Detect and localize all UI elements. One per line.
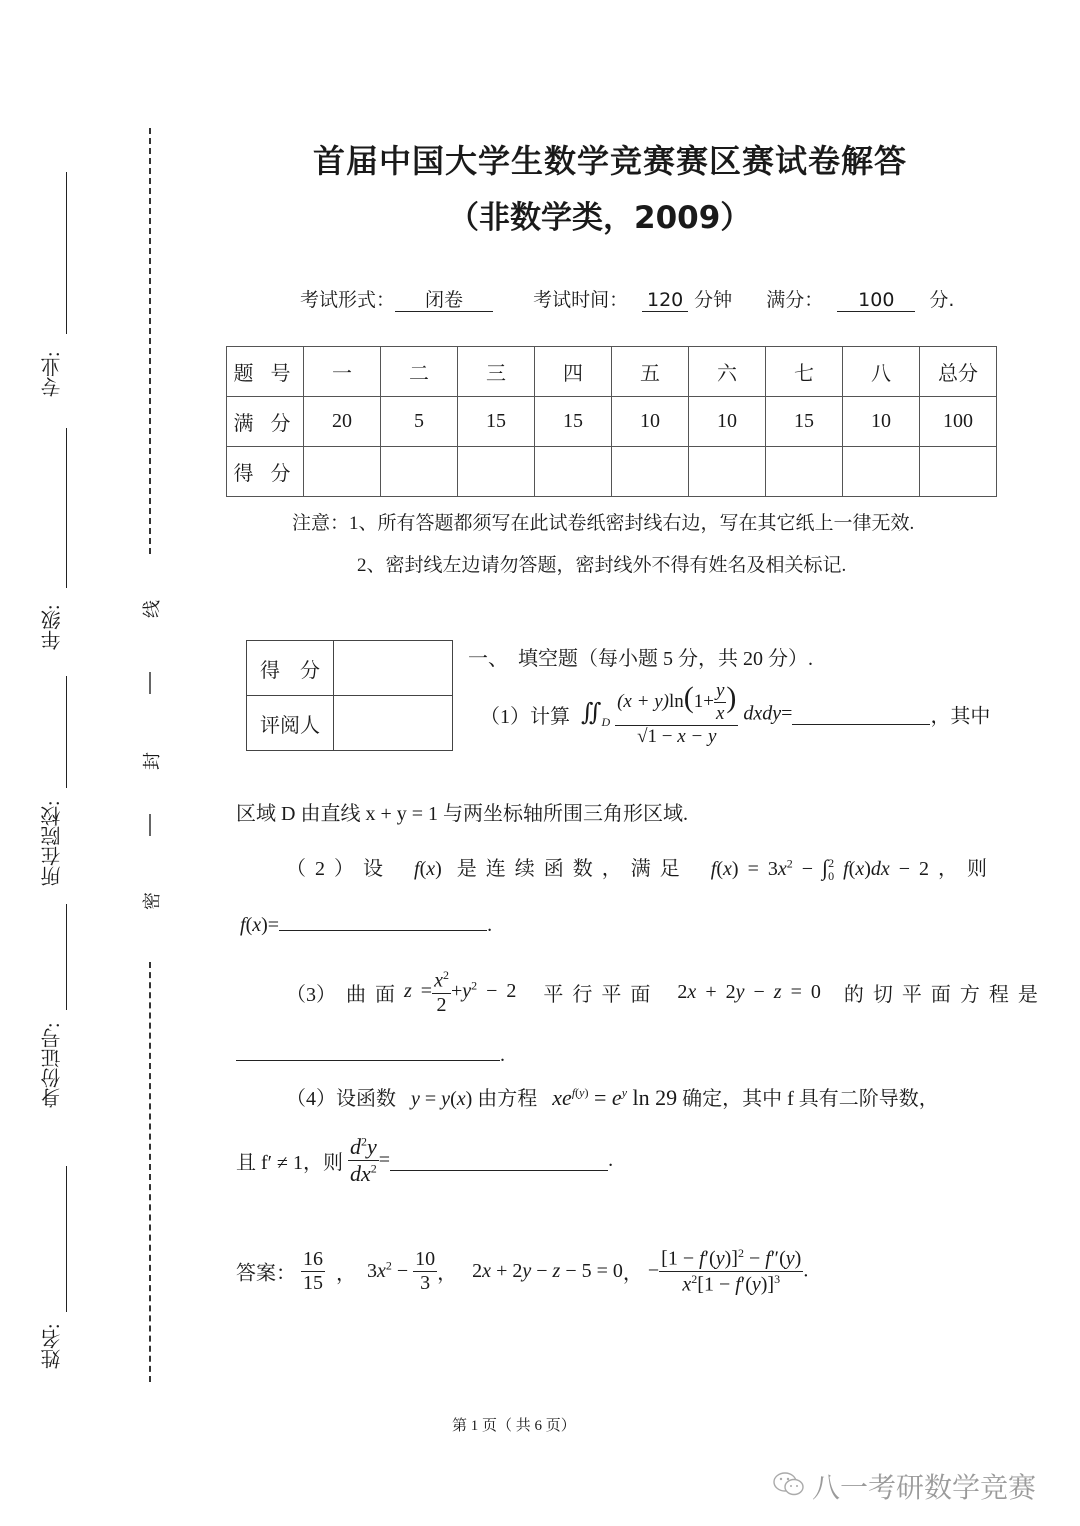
score-input-cell[interactable] [381, 447, 458, 497]
column-header: 七 [766, 347, 843, 397]
column-header: 四 [535, 347, 612, 397]
q3-line2-tail: . [500, 1044, 505, 1066]
wechat-icon [772, 1470, 806, 1498]
q1-integrand: (x + y)ln(1+ $\frac{y}{x}$ ) √1 − x − y [617, 680, 737, 747]
score-input-cell[interactable] [766, 447, 843, 497]
page-number: 第 1 页（ 共 6 页） [452, 1418, 576, 1434]
answer-4: $\frac{[1 - f'(y)]^2 - f''(y)}{x^2[1 - f'(y)]^3}$ [661, 1246, 802, 1296]
seal-dash [149, 814, 151, 836]
id-number-field[interactable] [66, 1166, 67, 1312]
grade-label: 年级: [42, 604, 64, 650]
seal-line-dashed-top [149, 128, 151, 554]
q4-line2-tail: . [608, 1149, 614, 1171]
table-row-full-scores [227, 397, 997, 447]
school-label: 所在院校: [42, 800, 64, 886]
score-input-cell[interactable] [458, 447, 535, 497]
name-label: 姓名: [42, 1323, 64, 1369]
field-underline [66, 172, 67, 334]
row-label: 题 号 [227, 347, 304, 397]
table-cell: 100 [920, 397, 997, 447]
table-cell: 10 [689, 397, 766, 447]
id-number-label: 身份证号: [42, 1022, 64, 1108]
reviewer-label: 评阅人 [247, 696, 334, 751]
answer-3: 2x + 2y − z − 5 = 0 [472, 1259, 623, 1282]
score-label: 得 分 [247, 641, 334, 696]
q2-line2: f(x)= . [240, 910, 492, 937]
q3-tail: 的 切 平 面 方 程 是 [843, 983, 1038, 1006]
exam-time-unit: 分钟 [694, 289, 733, 311]
seal-char-seal: 封 [142, 752, 162, 770]
question-1: （1）计算 $∬_D$ (x + y)ln(1+ $\frac{y}{x}$ ) √1 − x − y dxdy= ，其中 [480, 680, 991, 747]
grader-box [246, 640, 453, 751]
question-2 [286, 852, 987, 884]
answers: 答案： $\frac{16}{15}$ ， $3x^2$ − $\frac{10}{3}$ ， 2x + 2y − z − 5 = 0， − $\frac{[1 - f'(y)]^2 - f''(y)}{x^2[1 - f'(y)]^3}$ . [236, 1246, 809, 1296]
grade-field[interactable] [66, 676, 67, 788]
table-cell: 20 [304, 397, 381, 447]
exam-time-value: 120 [642, 289, 688, 312]
column-header: 五 [612, 347, 689, 397]
seal-line-dashed-bottom [149, 962, 151, 1382]
q1-line2: 区域 D 由直线 x + y = 1 与两坐标轴所围三角形区域. [236, 803, 689, 825]
table-cell: 5 [381, 397, 458, 447]
table-cell: 15 [458, 397, 535, 447]
full-score-unit: 分. [929, 289, 955, 311]
q2-fx: f(x) [414, 858, 442, 880]
q2-line2-tail: . [487, 914, 493, 936]
note-1: 注意：1、所有答题都须写在此试卷纸密封线右边，写在其它纸上一律无效. [292, 513, 915, 534]
answer-blank-2[interactable] [279, 910, 487, 931]
note-2: 2、密封线左边请勿答题，密封线外不得有姓名及相关标记. [357, 555, 847, 576]
table-row-question-numbers [227, 347, 997, 397]
page-subtitle: （非数学类，2009） [448, 200, 752, 236]
table-cell: 15 [535, 397, 612, 447]
table-cell: 10 [843, 397, 920, 447]
table-cell: 10 [612, 397, 689, 447]
q4-prefix: （4）设函数 [286, 1088, 396, 1110]
q2-prefix: （ 2 ） 设 [286, 858, 383, 880]
q2-tail: ， 则 [938, 858, 988, 880]
q4-func: y = y(x) [411, 1088, 473, 1110]
question-4 [286, 1082, 939, 1111]
watermark-text: 八一考研数学竞赛 [812, 1471, 1037, 1504]
column-header: 二 [381, 347, 458, 397]
row-label: 满 分 [227, 397, 304, 447]
q3-line2 [236, 1040, 505, 1067]
answer-blank-3[interactable] [236, 1040, 500, 1061]
exam-info [300, 285, 954, 312]
answer-1: $\frac{16}{15}$ [303, 1247, 323, 1294]
q2-mid: 是 连 续 函 数 ， 满 足 [456, 858, 680, 880]
q3-plane: 2x + 2y − z = 0 [677, 980, 821, 1003]
exam-form-value: 闭卷 [395, 289, 493, 312]
score-input-cell[interactable] [304, 447, 381, 497]
full-score-value: 100 [837, 289, 915, 312]
major-field[interactable] [66, 428, 67, 588]
q4-equation: $xe^{f(y)} = e^y$ ln 29 [552, 1085, 678, 1110]
answer-2: $3x^2$ − [367, 1258, 414, 1283]
reviewer-field[interactable] [334, 696, 453, 751]
table-cell: 15 [766, 397, 843, 447]
answer-blank-4[interactable] [390, 1150, 608, 1171]
major-label: 专业: [42, 351, 64, 397]
seal-char-line: 线 [142, 600, 162, 618]
q2-equation: $f(x) = 3x^2 - \int_0^2$ f(x)dx − 2 [710, 855, 930, 883]
table-row-earned [227, 447, 997, 497]
question-3 [286, 968, 1038, 1017]
column-header: 总分 [920, 347, 997, 397]
score-input-cell[interactable] [920, 447, 997, 497]
q3-surface: z = $\frac{x^2}{2}$ $+y^2 - 2$ [404, 968, 517, 1016]
q4-mid: 由方程 [477, 1088, 538, 1110]
q3-prefix: （3） 曲 面 [286, 983, 395, 1006]
q1-differential: dxdy [743, 702, 782, 725]
exam-form-label: 考试形式： [300, 289, 396, 311]
page-title: 首届中国大学生数学竞赛赛区赛试卷解答 [312, 142, 907, 180]
seal-char-secret: 密 [142, 892, 162, 910]
row-label: 得 分 [227, 447, 304, 497]
answer-blank-1[interactable] [792, 704, 930, 725]
section-heading: 一、 填空题（每小题 5 分，共 20 分）. [468, 648, 813, 670]
score-table [226, 346, 997, 497]
column-header: 一 [304, 347, 381, 397]
school-field[interactable] [66, 904, 67, 1010]
q2-line2-prefix: f(x) [240, 914, 268, 936]
double-integral-symbol: $∬_D$ [581, 700, 611, 729]
score-input-cell[interactable] [689, 447, 766, 497]
q4-line2: 且 f′ ≠ 1，则 $\frac{d^2y}{dx^2}$ = . [236, 1134, 614, 1186]
q1-prefix: （1）计算 [480, 705, 570, 728]
seal-dash [149, 672, 151, 694]
exam-time-label: 考试时间： [533, 289, 629, 311]
q3-mid: 平 行 平 面 [543, 983, 651, 1006]
column-header: 八 [843, 347, 920, 397]
column-header: 三 [458, 347, 535, 397]
column-header: 六 [689, 347, 766, 397]
q1-tail: ，其中 [930, 705, 991, 728]
q4-second-derivative: $\frac{d^2y}{dx^2}$ [350, 1134, 377, 1186]
q4-tail: 确定，其中 f 具有二阶导数， [682, 1088, 939, 1110]
full-score-label: 满分： [766, 289, 824, 311]
score-field[interactable] [334, 641, 453, 696]
score-input-cell[interactable] [535, 447, 612, 497]
answers-label: 答案： [236, 1262, 296, 1285]
q4-line2-prefix: 且 f′ ≠ 1，则 [236, 1152, 344, 1174]
score-input-cell[interactable] [843, 447, 920, 497]
score-input-cell[interactable] [612, 447, 689, 497]
